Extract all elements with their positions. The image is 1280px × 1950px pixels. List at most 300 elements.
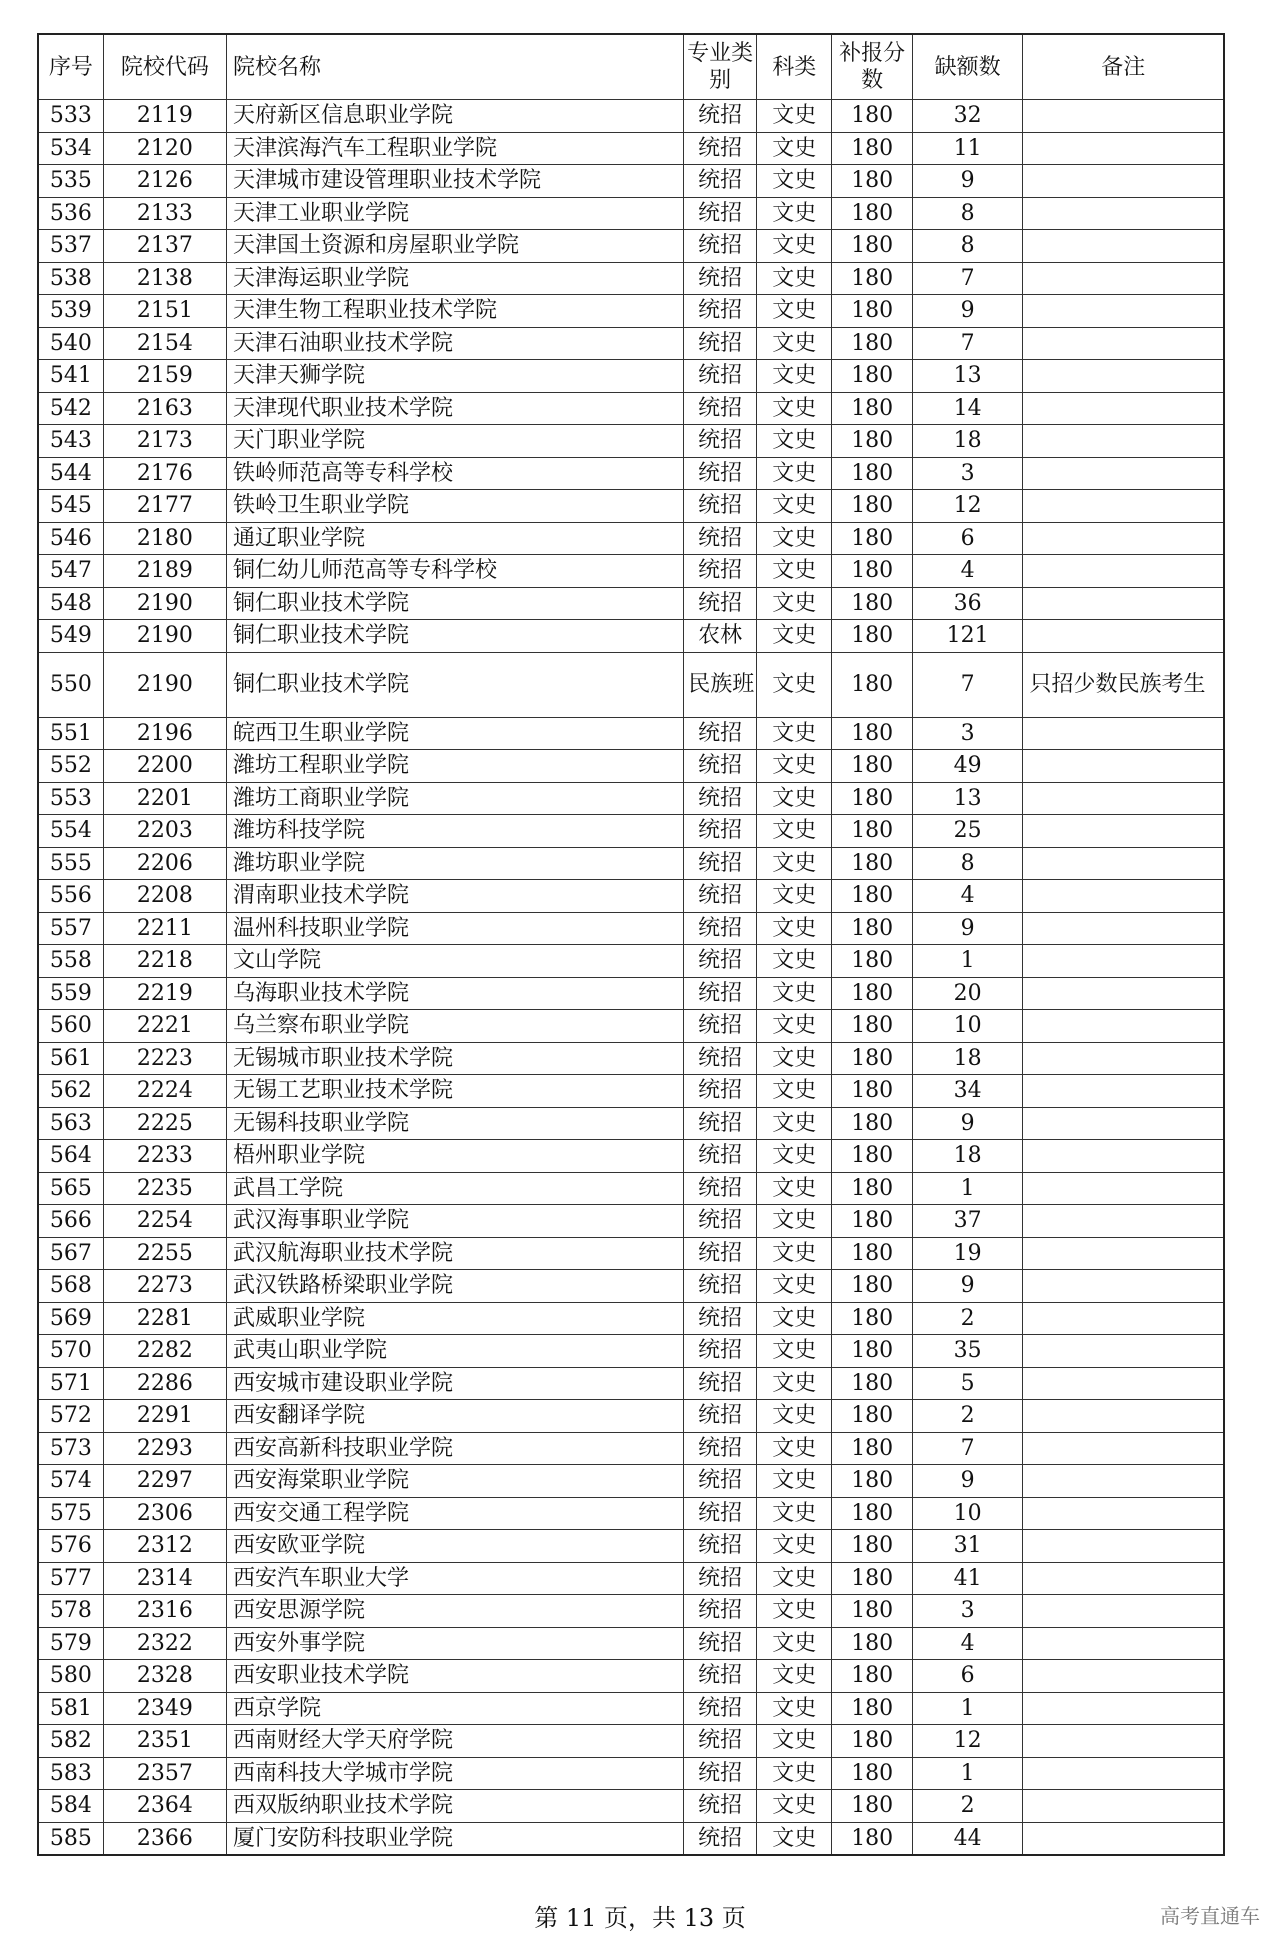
- cell-subject: 文史: [757, 555, 832, 588]
- cell-vacancy: 9: [912, 1107, 1023, 1140]
- cell-major: 统招: [684, 1010, 757, 1043]
- cell-major: 统招: [684, 1205, 757, 1238]
- cell-vacancy: 3: [912, 457, 1023, 490]
- cell-subject: 文史: [757, 490, 832, 523]
- cell-seq: 539: [38, 295, 103, 328]
- header-name: 院校名称: [226, 34, 683, 100]
- cell-subject: 文史: [757, 847, 832, 880]
- cell-subject: 文史: [757, 782, 832, 815]
- cell-note: [1023, 1237, 1224, 1270]
- cell-name: 渭南职业技术学院: [226, 880, 683, 913]
- cell-subject: 文史: [757, 132, 832, 165]
- cell-note: [1023, 1627, 1224, 1660]
- cell-major: 统招: [684, 1822, 757, 1855]
- table-row: [38, 197, 1224, 230]
- cell-name: 天津国土资源和房屋职业学院: [226, 230, 683, 263]
- cell-name: 武汉航海职业技术学院: [226, 1237, 683, 1270]
- header-major: 专业类别: [684, 34, 757, 100]
- cell-vacancy: 13: [912, 360, 1023, 393]
- cell-name: 西京学院: [226, 1692, 683, 1725]
- table-row: [38, 750, 1224, 783]
- cell-score: 180: [832, 1465, 912, 1498]
- cell-major: 统招: [684, 977, 757, 1010]
- header-subject: 科类: [757, 34, 832, 100]
- cell-seq: 557: [38, 912, 103, 945]
- cell-name: 乌兰察布职业学院: [226, 1010, 683, 1043]
- cell-note: [1023, 262, 1224, 295]
- cell-score: 180: [832, 1790, 912, 1823]
- cell-seq: 538: [38, 262, 103, 295]
- cell-seq: 551: [38, 717, 103, 750]
- cell-vacancy: 1: [912, 945, 1023, 978]
- cell-name: 西安职业技术学院: [226, 1660, 683, 1693]
- cell-note: [1023, 327, 1224, 360]
- table-row: [38, 1432, 1224, 1465]
- header-seq: 序号: [38, 34, 103, 100]
- table-row: [38, 555, 1224, 588]
- table-row: [38, 1237, 1224, 1270]
- cell-major: 统招: [684, 1660, 757, 1693]
- cell-vacancy: 37: [912, 1205, 1023, 1238]
- cell-subject: 文史: [757, 1010, 832, 1043]
- cell-note: [1023, 1497, 1224, 1530]
- cell-major: 统招: [684, 880, 757, 913]
- cell-score: 180: [832, 425, 912, 458]
- cell-vacancy: 2: [912, 1302, 1023, 1335]
- cell-major: 统招: [684, 457, 757, 490]
- table-row: [38, 1140, 1224, 1173]
- cell-vacancy: 13: [912, 782, 1023, 815]
- cell-code: 2206: [103, 847, 226, 880]
- table-row: [38, 522, 1224, 555]
- cell-vacancy: 8: [912, 847, 1023, 880]
- cell-score: 180: [832, 782, 912, 815]
- cell-code: 2366: [103, 1822, 226, 1855]
- cell-seq: 558: [38, 945, 103, 978]
- cell-code: 2364: [103, 1790, 226, 1823]
- cell-vacancy: 12: [912, 490, 1023, 523]
- cell-score: 180: [832, 1140, 912, 1173]
- table-row: [38, 230, 1224, 263]
- table-row: [38, 620, 1224, 653]
- header-code: 院校代码: [103, 34, 226, 100]
- cell-score: 180: [832, 945, 912, 978]
- table-row: [38, 587, 1224, 620]
- cell-score: 180: [832, 1400, 912, 1433]
- cell-subject: 文史: [757, 1335, 832, 1368]
- cell-subject: 文史: [757, 1627, 832, 1660]
- cell-vacancy: 2: [912, 1400, 1023, 1433]
- cell-code: 2254: [103, 1205, 226, 1238]
- cell-major: 统招: [684, 912, 757, 945]
- cell-seq: 537: [38, 230, 103, 263]
- cell-code: 2208: [103, 880, 226, 913]
- cell-code: 2163: [103, 392, 226, 425]
- cell-note: [1023, 1725, 1224, 1758]
- cell-vacancy: 9: [912, 1465, 1023, 1498]
- cell-score: 180: [832, 1075, 912, 1108]
- cell-subject: 文史: [757, 1465, 832, 1498]
- cell-name: 天津滨海汽车工程职业学院: [226, 132, 683, 165]
- cell-vacancy: 18: [912, 425, 1023, 458]
- cell-note: [1023, 295, 1224, 328]
- cell-name: 梧州职业学院: [226, 1140, 683, 1173]
- cell-vacancy: 10: [912, 1497, 1023, 1530]
- cell-score: 180: [832, 1562, 912, 1595]
- cell-code: 2196: [103, 717, 226, 750]
- cell-name: 天津现代职业技术学院: [226, 392, 683, 425]
- cell-vacancy: 7: [912, 327, 1023, 360]
- cell-name: 铁岭师范高等专科学校: [226, 457, 683, 490]
- table-row: [38, 132, 1224, 165]
- cell-score: 180: [832, 1822, 912, 1855]
- table-row: [38, 1302, 1224, 1335]
- cell-note: [1023, 360, 1224, 393]
- table-row: [38, 360, 1224, 393]
- cell-note: [1023, 1822, 1224, 1855]
- cell-subject: 文史: [757, 1595, 832, 1628]
- cell-note: [1023, 1107, 1224, 1140]
- cell-code: 2224: [103, 1075, 226, 1108]
- cell-seq: 547: [38, 555, 103, 588]
- cell-note: [1023, 100, 1224, 133]
- cell-score: 180: [832, 1725, 912, 1758]
- cell-vacancy: 7: [912, 652, 1023, 717]
- cell-subject: 文史: [757, 1075, 832, 1108]
- cell-major: 统招: [684, 1790, 757, 1823]
- cell-vacancy: 12: [912, 1725, 1023, 1758]
- cell-seq: 571: [38, 1367, 103, 1400]
- cell-score: 180: [832, 457, 912, 490]
- table-row: [38, 1660, 1224, 1693]
- table-row: [38, 717, 1224, 750]
- cell-seq: 554: [38, 815, 103, 848]
- cell-name: 潍坊职业学院: [226, 847, 683, 880]
- cell-major: 统招: [684, 1692, 757, 1725]
- cell-vacancy: 4: [912, 880, 1023, 913]
- table-row: [38, 1562, 1224, 1595]
- cell-name: 无锡工艺职业技术学院: [226, 1075, 683, 1108]
- cell-seq: 565: [38, 1172, 103, 1205]
- cell-subject: 文史: [757, 880, 832, 913]
- cell-code: 2312: [103, 1530, 226, 1563]
- cell-subject: 文史: [757, 587, 832, 620]
- cell-score: 180: [832, 1432, 912, 1465]
- cell-note: [1023, 1367, 1224, 1400]
- cell-subject: 文史: [757, 197, 832, 230]
- cell-subject: 文史: [757, 522, 832, 555]
- cell-score: 180: [832, 392, 912, 425]
- cell-score: 180: [832, 490, 912, 523]
- cell-subject: 文史: [757, 230, 832, 263]
- cell-note: [1023, 1302, 1224, 1335]
- cell-major: 统招: [684, 165, 757, 198]
- cell-note: [1023, 165, 1224, 198]
- table-body: [38, 100, 1224, 1856]
- cell-code: 2159: [103, 360, 226, 393]
- cell-subject: 文史: [757, 100, 832, 133]
- table-row: [38, 1335, 1224, 1368]
- cell-major: 统招: [684, 1757, 757, 1790]
- cell-seq: 570: [38, 1335, 103, 1368]
- cell-major: 统招: [684, 717, 757, 750]
- cell-major: 统招: [684, 522, 757, 555]
- table-row: [38, 1107, 1224, 1140]
- watermark: 高考直通车: [1160, 1904, 1260, 1928]
- cell-vacancy: 18: [912, 1140, 1023, 1173]
- cell-subject: 文史: [757, 1367, 832, 1400]
- cell-seq: 585: [38, 1822, 103, 1855]
- cell-note: [1023, 945, 1224, 978]
- cell-major: 统招: [684, 750, 757, 783]
- cell-score: 180: [832, 360, 912, 393]
- header-row: [38, 34, 1224, 100]
- cell-note: [1023, 1075, 1224, 1108]
- cell-name: 西安欧亚学院: [226, 1530, 683, 1563]
- cell-score: 180: [832, 1530, 912, 1563]
- cell-seq: 533: [38, 100, 103, 133]
- cell-name: 西安翻译学院: [226, 1400, 683, 1433]
- cell-note: [1023, 522, 1224, 555]
- cell-major: 统招: [684, 1595, 757, 1628]
- cell-name: 潍坊科技学院: [226, 815, 683, 848]
- cell-score: 180: [832, 620, 912, 653]
- cell-score: 180: [832, 1042, 912, 1075]
- table-row: [38, 1790, 1224, 1823]
- table-row: [38, 945, 1224, 978]
- cell-seq: 567: [38, 1237, 103, 1270]
- cell-major: 统招: [684, 1400, 757, 1433]
- cell-vacancy: 32: [912, 100, 1023, 133]
- cell-note: [1023, 815, 1224, 848]
- cell-major: 统招: [684, 295, 757, 328]
- cell-name: 厦门安防科技职业学院: [226, 1822, 683, 1855]
- cell-code: 2189: [103, 555, 226, 588]
- table-row: [38, 262, 1224, 295]
- header-score: 补报分数: [832, 34, 912, 100]
- cell-seq: 536: [38, 197, 103, 230]
- cell-major: 统招: [684, 1335, 757, 1368]
- table-row: [38, 1400, 1224, 1433]
- cell-code: 2126: [103, 165, 226, 198]
- header-note: 备注: [1023, 34, 1224, 100]
- cell-note: [1023, 1530, 1224, 1563]
- table-row: [38, 1367, 1224, 1400]
- table-row: [38, 1205, 1224, 1238]
- cell-major: 统招: [684, 555, 757, 588]
- cell-note: [1023, 847, 1224, 880]
- cell-name: 铜仁职业技术学院: [226, 620, 683, 653]
- cell-vacancy: 5: [912, 1367, 1023, 1400]
- cell-major: 民族班: [684, 652, 757, 717]
- cell-score: 180: [832, 847, 912, 880]
- cell-subject: 文史: [757, 457, 832, 490]
- cell-subject: 文史: [757, 1042, 832, 1075]
- cell-vacancy: 31: [912, 1530, 1023, 1563]
- cell-subject: 文史: [757, 977, 832, 1010]
- cell-code: 2151: [103, 295, 226, 328]
- cell-seq: 543: [38, 425, 103, 458]
- cell-score: 180: [832, 1497, 912, 1530]
- cell-note: [1023, 1270, 1224, 1303]
- cell-major: 统招: [684, 1562, 757, 1595]
- cell-vacancy: 7: [912, 262, 1023, 295]
- cell-name: 武夷山职业学院: [226, 1335, 683, 1368]
- cell-name: 温州科技职业学院: [226, 912, 683, 945]
- cell-major: 统招: [684, 1042, 757, 1075]
- cell-score: 180: [832, 230, 912, 263]
- cell-name: 铁岭卫生职业学院: [226, 490, 683, 523]
- cell-code: 2203: [103, 815, 226, 848]
- cell-seq: 550: [38, 652, 103, 717]
- cell-seq: 572: [38, 1400, 103, 1433]
- table-row: [38, 1725, 1224, 1758]
- cell-vacancy: 3: [912, 1595, 1023, 1628]
- cell-name: 天津天狮学院: [226, 360, 683, 393]
- cell-major: 统招: [684, 490, 757, 523]
- cell-seq: 576: [38, 1530, 103, 1563]
- cell-vacancy: 9: [912, 1270, 1023, 1303]
- cell-subject: 文史: [757, 1692, 832, 1725]
- cell-name: 武昌工学院: [226, 1172, 683, 1205]
- cell-vacancy: 7: [912, 1432, 1023, 1465]
- cell-vacancy: 41: [912, 1562, 1023, 1595]
- cell-score: 180: [832, 1627, 912, 1660]
- cell-note: [1023, 620, 1224, 653]
- cell-seq: 584: [38, 1790, 103, 1823]
- table-row: [38, 1497, 1224, 1530]
- cell-name: 天津城市建设管理职业技术学院: [226, 165, 683, 198]
- cell-score: 180: [832, 197, 912, 230]
- cell-major: 统招: [684, 1432, 757, 1465]
- cell-subject: 文史: [757, 295, 832, 328]
- cell-vacancy: 4: [912, 1627, 1023, 1660]
- cell-score: 180: [832, 1302, 912, 1335]
- cell-name: 天门职业学院: [226, 425, 683, 458]
- page-number: 第 11 页，共 13 页: [534, 1904, 746, 1932]
- cell-vacancy: 3: [912, 717, 1023, 750]
- cell-note: [1023, 1660, 1224, 1693]
- cell-seq: 568: [38, 1270, 103, 1303]
- cell-score: 180: [832, 1692, 912, 1725]
- cell-major: 统招: [684, 1530, 757, 1563]
- cell-code: 2190: [103, 652, 226, 717]
- cell-name: 西南财经大学天府学院: [226, 1725, 683, 1758]
- table-row: [38, 457, 1224, 490]
- cell-code: 2314: [103, 1562, 226, 1595]
- cell-name: 天府新区信息职业学院: [226, 100, 683, 133]
- cell-major: 统招: [684, 132, 757, 165]
- cell-code: 2293: [103, 1432, 226, 1465]
- cell-major: 统招: [684, 1172, 757, 1205]
- cell-seq: 573: [38, 1432, 103, 1465]
- cell-vacancy: 11: [912, 132, 1023, 165]
- cell-seq: 541: [38, 360, 103, 393]
- table-row: [38, 1010, 1224, 1043]
- cell-score: 180: [832, 750, 912, 783]
- cell-code: 2221: [103, 1010, 226, 1043]
- cell-score: 180: [832, 1172, 912, 1205]
- cell-code: 2255: [103, 1237, 226, 1270]
- cell-code: 2120: [103, 132, 226, 165]
- cell-subject: 文史: [757, 1270, 832, 1303]
- cell-note: [1023, 490, 1224, 523]
- cell-code: 2351: [103, 1725, 226, 1758]
- cell-subject: 文史: [757, 1530, 832, 1563]
- cell-seq: 559: [38, 977, 103, 1010]
- cell-vacancy: 1: [912, 1757, 1023, 1790]
- cell-subject: 文史: [757, 1107, 832, 1140]
- cell-major: 统招: [684, 782, 757, 815]
- cell-seq: 556: [38, 880, 103, 913]
- cell-seq: 575: [38, 1497, 103, 1530]
- cell-major: 统招: [684, 230, 757, 263]
- cell-major: 统招: [684, 327, 757, 360]
- table-row: [38, 977, 1224, 1010]
- cell-name: 铜仁职业技术学院: [226, 587, 683, 620]
- cell-major: 统招: [684, 587, 757, 620]
- cell-code: 2273: [103, 1270, 226, 1303]
- cell-subject: 文史: [757, 1725, 832, 1758]
- cell-name: 西安城市建设职业学院: [226, 1367, 683, 1400]
- table-row: [38, 1172, 1224, 1205]
- cell-vacancy: 20: [912, 977, 1023, 1010]
- cell-subject: 文史: [757, 262, 832, 295]
- cell-major: 统招: [684, 1465, 757, 1498]
- cell-code: 2357: [103, 1757, 226, 1790]
- table-row: [38, 165, 1224, 198]
- cell-seq: 560: [38, 1010, 103, 1043]
- cell-score: 180: [832, 295, 912, 328]
- table-row: [38, 652, 1224, 717]
- cell-name: 武威职业学院: [226, 1302, 683, 1335]
- cell-note: [1023, 392, 1224, 425]
- table-row: [38, 1530, 1224, 1563]
- cell-major: 统招: [684, 360, 757, 393]
- cell-name: 无锡城市职业技术学院: [226, 1042, 683, 1075]
- cell-seq: 583: [38, 1757, 103, 1790]
- cell-note: [1023, 197, 1224, 230]
- cell-vacancy: 4: [912, 555, 1023, 588]
- cell-name: 西安交通工程学院: [226, 1497, 683, 1530]
- cell-vacancy: 9: [912, 295, 1023, 328]
- cell-vacancy: 36: [912, 587, 1023, 620]
- cell-subject: 文史: [757, 1562, 832, 1595]
- cell-score: 180: [832, 1107, 912, 1140]
- cell-name: 铜仁幼儿师范高等专科学校: [226, 555, 683, 588]
- cell-major: 统招: [684, 1075, 757, 1108]
- cell-subject: 文史: [757, 1237, 832, 1270]
- cell-score: 180: [832, 1205, 912, 1238]
- cell-note: [1023, 1432, 1224, 1465]
- table-row: [38, 782, 1224, 815]
- cell-subject: 文史: [757, 652, 832, 717]
- cell-subject: 文史: [757, 360, 832, 393]
- table-row: [38, 880, 1224, 913]
- cell-major: 统招: [684, 392, 757, 425]
- table-row: [38, 1822, 1224, 1855]
- cell-vacancy: 14: [912, 392, 1023, 425]
- cell-major: 统招: [684, 1140, 757, 1173]
- cell-name: 潍坊工程职业学院: [226, 750, 683, 783]
- cell-score: 180: [832, 815, 912, 848]
- cell-score: 180: [832, 327, 912, 360]
- cell-vacancy: 10: [912, 1010, 1023, 1043]
- cell-vacancy: 8: [912, 197, 1023, 230]
- cell-score: 180: [832, 1367, 912, 1400]
- cell-code: 2138: [103, 262, 226, 295]
- cell-major: 统招: [684, 1367, 757, 1400]
